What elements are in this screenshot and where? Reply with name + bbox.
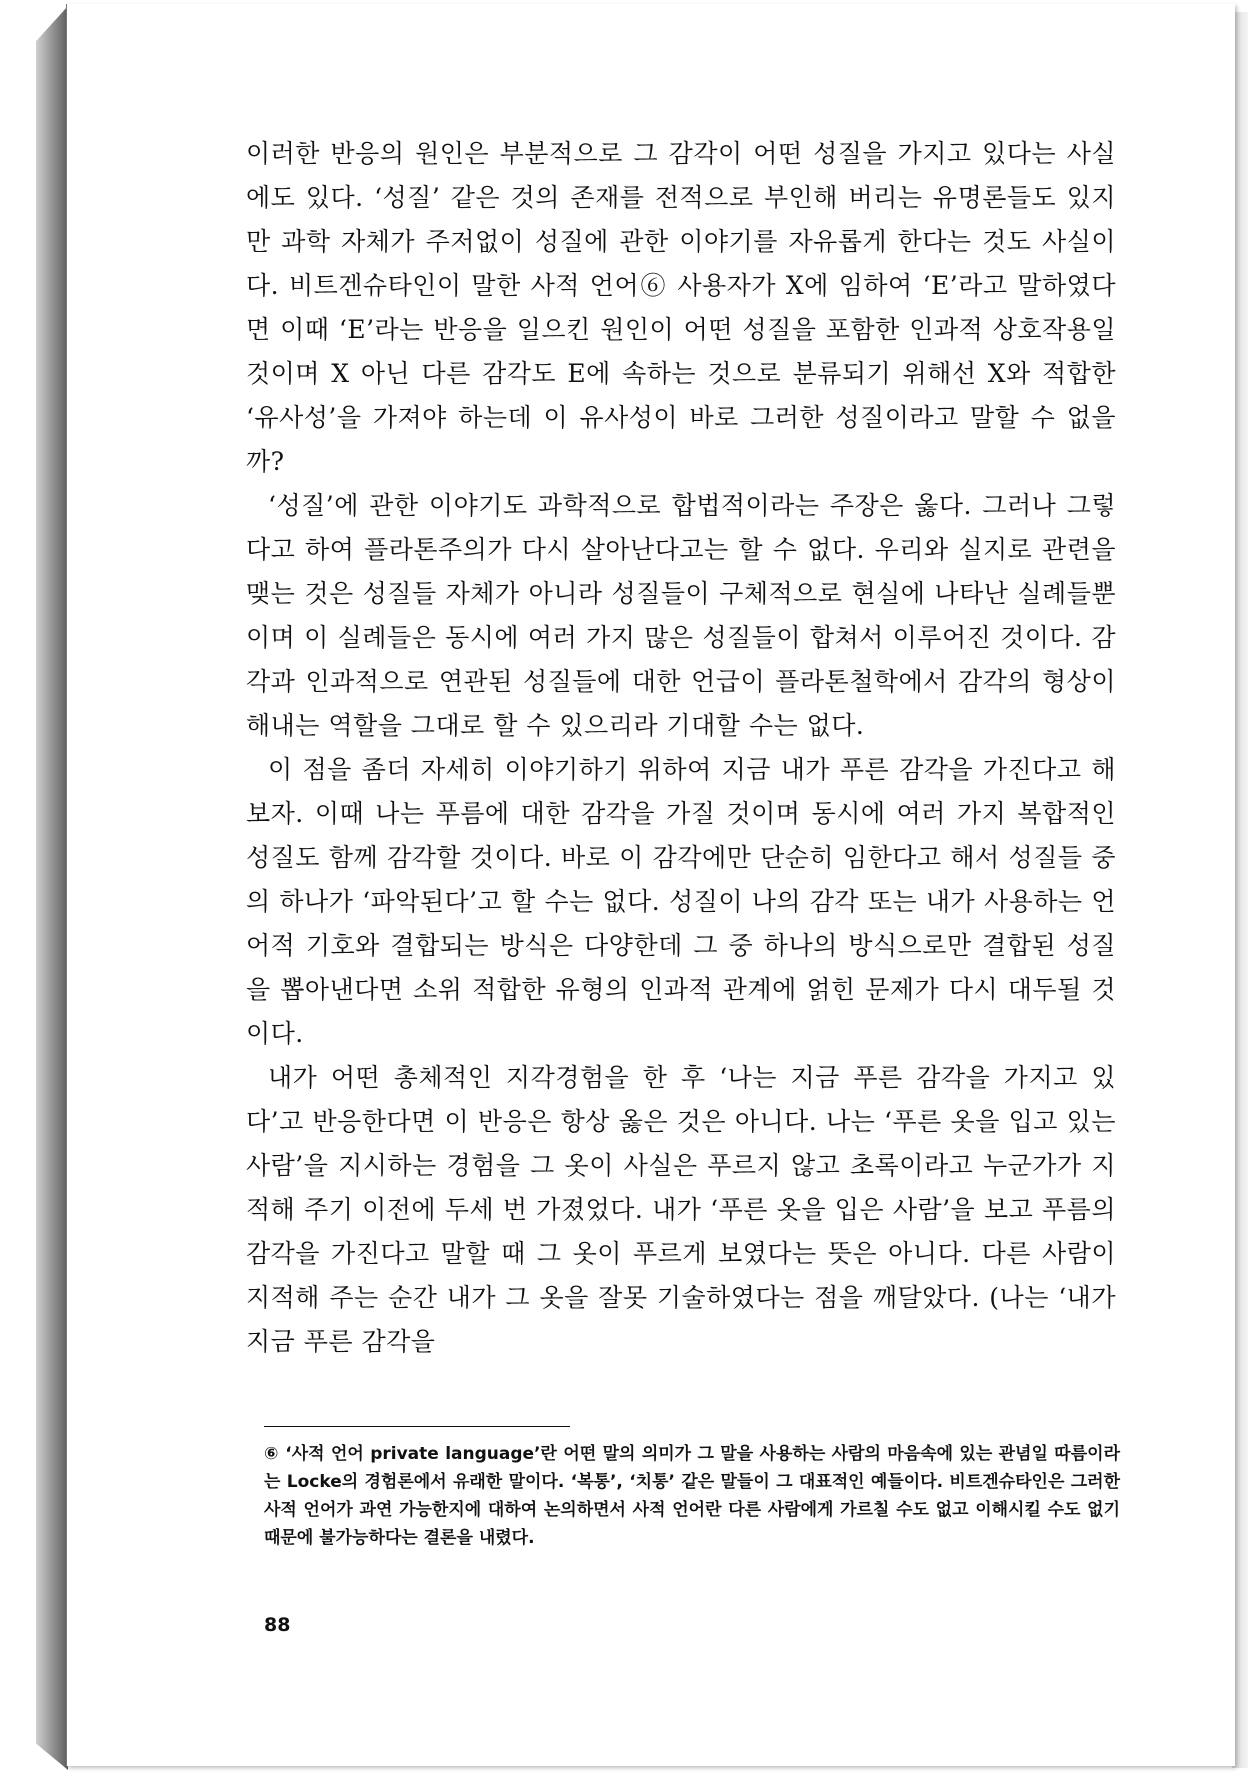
paragraph: ‘성질’에 관한 이야기도 과학적으로 합법적이라는 주장은 옳다. 그러나 그렇다고 하여 플라톤주의가 다시 살아난다고는 할 수 없다. 우리와 실지로 관련을 맺는 것은 성질들 자체가 아니라 성질들이 구체적으로 현실에 나타난 실례들뿐이며 이 실례들은 동시에 여러 가지 많은 성질들이 합쳐서 이루어진 것이다. 감각과 인과적으로 연관된 성질들에 대한 언급이 플라톤철학에서 감각의 형상이 해내는 역할을 그대로 할 수 있으리라 기대할 수는 없다. <box>246 491 1116 740</box>
book-spine <box>36 6 68 1770</box>
page-number: 88 <box>264 1614 291 1636</box>
footnote-divider <box>264 1426 570 1427</box>
paragraph: 이 점을 좀더 자세히 이야기하기 위하여 지금 내가 푸른 감각을 가진다고 해 보자. 이때 나는 푸름에 대한 감각을 가질 것이며 동시에 여러 가지 복합적인 성질도 함께 감각할 것이다. 바로 이 감각에만 단순히 임한다고 해서 성질들 중의 하나가 ‘파악된다’고 할 수는 없다. 성질이 나의 감각 또는 내가 사용하는 언어적 기호와 결합되는 방식은 다양한데 그 중 하나의 방식으로만 결합된 성질을 뽑아낸다면 소위 적합한 유형의 인과적 관계에 얽힌 문제가 다시 대두될 것이다. <box>246 755 1116 1048</box>
footnote: ⑥ ‘사적 언어 private language’란 어떤 말의 의미가 그 말을 사용하는 사람의 마음속에 있는 관념일 따름이라는 Locke의 경험론에서 유래한 말이다. ‘복통’, ‘치통’ 같은 말들이 그 대표적인 예들이다. 비트겐슈타인은 그러한 사적 언어가 과연 가능한지에 대하여 논의하면서 사적 언어란 다른 사람에게 가르칠 수도 없고 이해시킬 수도 없기 때문에 불가능하다는 결론을 내렸다. <box>264 1444 1120 1548</box>
paragraph: 이러한 반응의 원인은 부분적으로 그 감각이 어떤 성질을 가지고 있다는 사실에도 있다. ‘성질’ 같은 것의 존재를 전적으로 부인해 버리는 유명론들도 있지만 과학 자체가 주저없이 성질에 관한 이야기를 자유롭게 한다는 것도 사실이다. 비트겐슈타인이 말한 사적 언어⑥ 사용자가 X에 임하여 ‘E’라고 말하였다면 이때 ‘E’라는 반응을 일으킨 원인이 어떤 성질을 포함한 인과적 상호작용일 것이며 X 아닌 다른 감각도 E에 속하는 것으로 분류되기 위해선 X와 적합한 ‘유사성’을 가져야 하는데 이 유사성이 바로 그러한 성질이라고 말할 수 없을까? <box>246 139 1116 476</box>
body-text <box>246 132 1116 1364</box>
paragraph: 내가 어떤 총체적인 지각경험을 한 후 ‘나는 지금 푸른 감각을 가지고 있다’고 반응한다면 이 반응은 항상 옳은 것은 아니다. 나는 ‘푸른 옷을 입고 있는 사람’을 지시하는 경험을 그 옷이 사실은 푸르지 않고 초록이라고 누군가가 지적해 주기 이전에 두세 번 가졌었다. 내가 ‘푸른 옷을 입은 사람’을 보고 푸름의 감각을 가진다고 말할 때 그 옷이 푸르게 보였다는 뜻은 아니다. 다른 사람이 지적해 주는 순간 내가 그 옷을 잘못 기술하였다는 점을 깨달았다. (나는 ‘내가 지금 푸른 감각을 <box>246 1063 1116 1356</box>
